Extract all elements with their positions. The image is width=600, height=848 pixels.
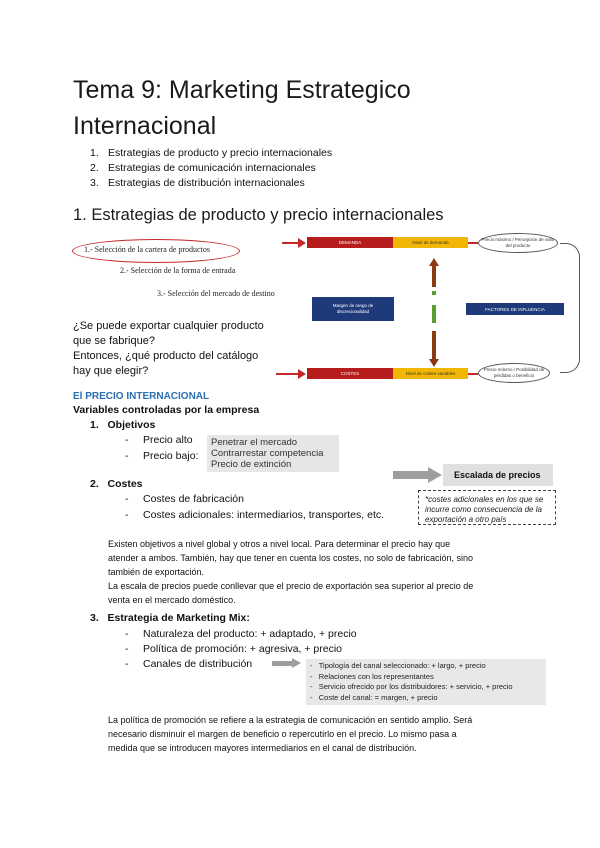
diagram-step-2: 2.- Selección de la forma de entrada — [120, 266, 236, 275]
dot-marker — [432, 291, 436, 295]
canales-box — [306, 659, 546, 705]
section-heading: 1. Estrategias de producto y precio internacionales — [73, 206, 444, 224]
page-title: Tema 9: Marketing Estrategico Internacional — [73, 76, 411, 140]
toc-item: 2. Estrategias de comunicación internacionales — [90, 162, 316, 174]
question-text: ¿Se puede exportar cualquier producto que se fabrique? Entonces, ¿qué producto del catálogo hay que elegir? — [73, 320, 264, 377]
demand-bar: DEMANDA — [307, 237, 393, 248]
diagram-step-1: 1.- Selección de la cartera de productos — [84, 245, 210, 254]
arrow-line — [468, 373, 478, 375]
arrow-right-icon — [292, 658, 301, 668]
list-item: Costes de fabricación — [143, 493, 244, 505]
list-item: Canales de distribución — [143, 658, 253, 670]
mix-label: 3. Estrategia de Marketing Mix: — [90, 612, 250, 624]
escalada-box: Escalada de precios — [443, 464, 553, 486]
arrow-right-icon — [298, 369, 306, 379]
list-item: - Relaciones con los representantes — [310, 671, 434, 681]
costes-note: *costes adicionales en los que se incurre como consecuencia de la exportación a otro país — [418, 490, 556, 525]
arrow-shaft — [393, 471, 428, 479]
costes-label: 2. Costes — [90, 478, 143, 490]
objetivos-box: Penetrar el mercado Contrarrestar competencia Precio de extinción — [207, 435, 339, 472]
objetivos-label: 1. Objetivos — [90, 419, 156, 431]
influence-factors-box: FACTORES DE INFLUENCIA — [466, 303, 564, 315]
green-segment — [432, 305, 436, 323]
paragraph: La política de promoción se refiere a la estrategia de comunicación en sentido amplio. Será necesario disminuir el margen de beneficio o repercutirlo en el precio. Lo mismo pasa a medida que se introducen mayores intermediarios en el canal de distribución. — [108, 715, 473, 753]
table-of-contents — [90, 146, 332, 191]
precio-heading: El PRECIO INTERNACIONAL — [73, 391, 210, 402]
price-min-oval: Precio mínimo / Posibilidad de pérdidas o beneficio — [478, 363, 550, 383]
margin-box: Margen de rango de discrecionalidad — [312, 297, 394, 321]
list-item: - Servicio ofrecido por los distribuidores: + servicio, + precio — [310, 682, 513, 691]
costs-bar: COSTES — [307, 368, 393, 379]
price-max-oval: Precio máximo / Percepción de valor del producto — [478, 233, 558, 253]
list-item: - Tipología del canal seleccionado: + largo, + precio — [310, 661, 486, 670]
paragraph: Existen objetivos a nivel global y otros a nivel local. Para determinar el precio hay que atender a ambos. También, hay que tener en cuenta los costes, no solo de fabricación, sino también de exportación. La escala de precios puede conllevar que el precio de exportación sea superior al precio de venta en el mercado doméstico. — [108, 539, 474, 605]
list-item: Política de promoción: + agresiva, + precio — [143, 643, 343, 655]
arrow-line — [468, 242, 478, 244]
arrow-shaft — [272, 661, 292, 666]
bracket — [560, 243, 580, 373]
list-item: Costes adicionales: intermediarios, transportes, etc. — [143, 509, 385, 521]
toc-item: 1. Estrategias de producto y precio internacionales — [90, 147, 333, 159]
costs-level-bar: Nivel de costes variables — [393, 368, 468, 379]
list-item: Naturaleza del producto: + adaptado, + precio — [143, 628, 357, 640]
arrow-shaft — [432, 331, 436, 361]
diagram-step-3: 3.- Selección del mercado de destino — [157, 289, 275, 298]
list-item: Precio bajo: — [143, 450, 199, 462]
arrow-right-icon — [298, 238, 306, 248]
arrow-shaft — [432, 265, 436, 287]
list-item: Precio alto — [143, 434, 193, 446]
variables-heading: Variables controladas por la empresa — [73, 404, 260, 416]
toc-item: 3. Estrategias de distribución internacionales — [90, 177, 305, 189]
arrow-right-icon — [428, 467, 442, 483]
list-item: - Coste del canal: = margen, + precio — [310, 692, 438, 702]
arrow-down-icon — [429, 359, 439, 367]
demand-level-bar: Nivel de demanda — [393, 237, 468, 248]
